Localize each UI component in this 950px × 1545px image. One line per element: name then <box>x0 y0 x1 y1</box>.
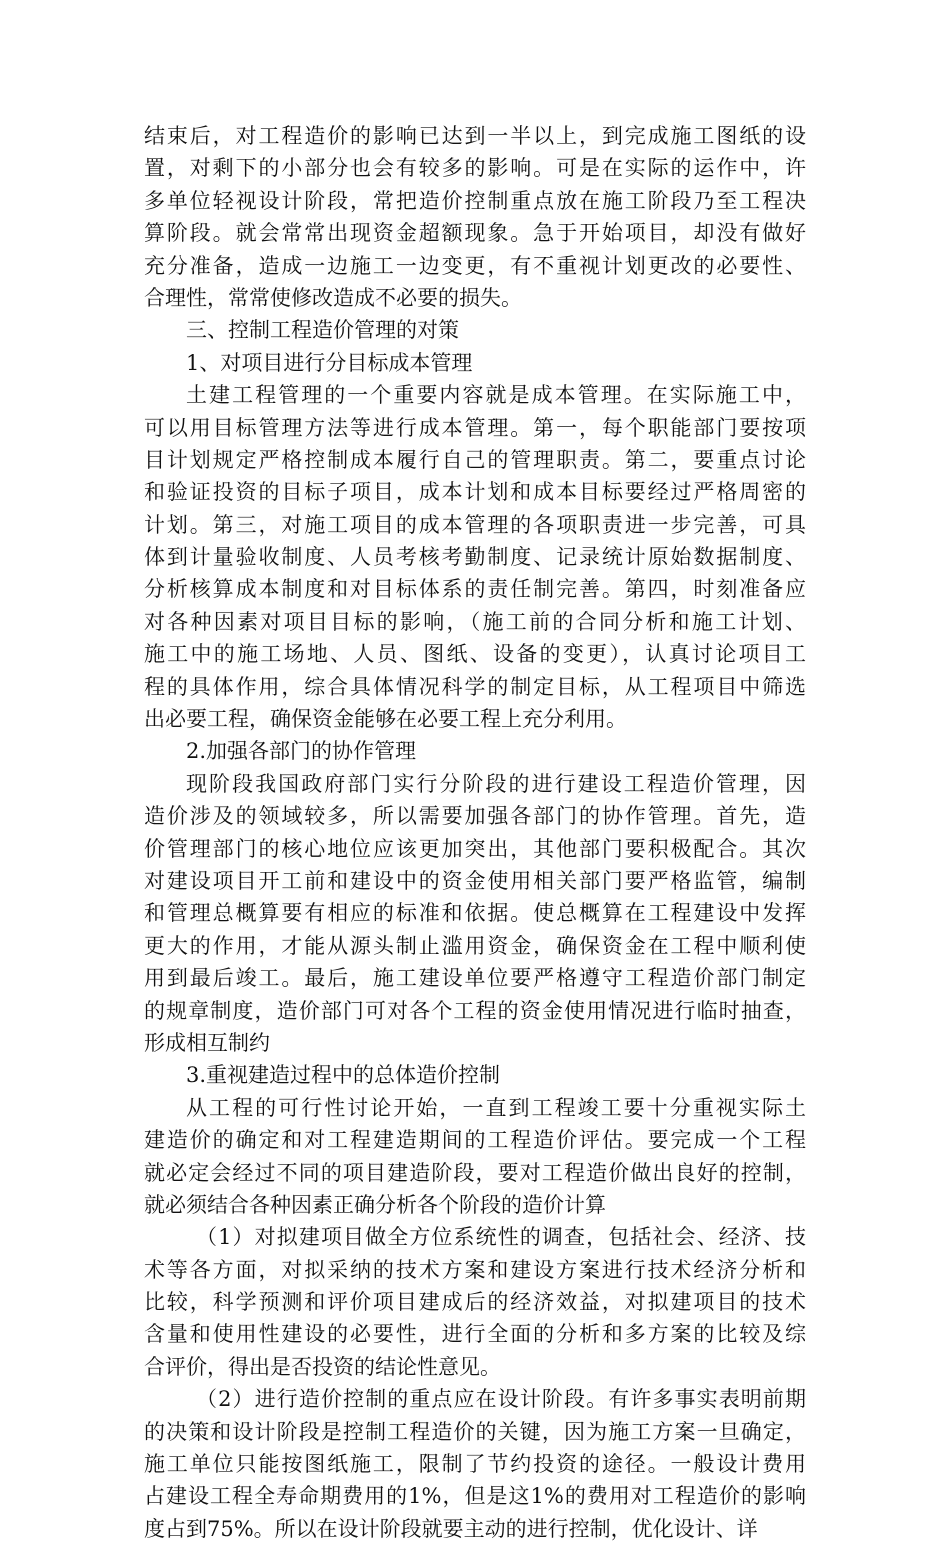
paragraph-item-1-line: 术等各方面，对拟采纳的技术方案和建设方案进行技术经济分析和 <box>144 1257 806 1282</box>
paragraph-item-2-line: 度占到75%。所以在设计阶段就要主动的进行控制，优化设计、详 <box>144 1516 758 1541</box>
subheading-1-line: 1、对项目进行分目标成本管理 <box>186 350 473 375</box>
paragraph-cost-management-line: 程的具体作用，综合具体情况科学的制定目标，从工程项目中筛选 <box>144 674 806 699</box>
subheading-1 <box>144 347 806 379</box>
paragraph-cooperation-line: 造价涉及的领域较多，所以需要加强各部门的协作管理。首先，造 <box>144 804 806 829</box>
paragraph-cooperation-line: 用到最后竣工。最后，施工建设单位要严格遵守工程造价部门制定 <box>144 966 806 991</box>
document-page <box>144 120 806 1545</box>
paragraph-overall-control-line: 就必须结合各种因素正确分析各个阶段的造价计算 <box>144 1192 606 1217</box>
paragraph-cost-management-line: 可以用目标管理方法等进行成本管理。第一，每个职能部门要按项 <box>144 415 806 440</box>
paragraph-cost-management-line: 施工中的施工场地、人员、图纸、设备的变更），认真讨论项目工 <box>144 642 806 667</box>
paragraph-cost-management-line: 体到计量验收制度、人员考核考勤制度、记录统计原始数据制度、 <box>144 545 806 570</box>
paragraph-item-1-line: 比较，科学预测和评价项目建成后的经济效益，对拟建项目的技术 <box>144 1290 806 1315</box>
paragraph-item-2-line: 施工单位只能按图纸施工，限制了节约投资的途径。一般设计费用 <box>144 1452 806 1477</box>
intro-paragraph-line: 合理性，常常使修改造成不必要的损失。 <box>144 285 522 310</box>
paragraph-cooperation <box>144 768 806 1060</box>
paragraph-item-1 <box>144 1221 806 1383</box>
subheading-3-line: 3.重视建造过程中的总体造价控制 <box>186 1063 501 1088</box>
paragraph-cooperation-line: 价管理部门的核心地位应该更加突出，其他部门要积极配合。其次 <box>144 836 806 861</box>
paragraph-cost-management-line: 土建工程管理的一个重要内容就是成本管理。在实际施工中， <box>186 383 806 408</box>
paragraph-cost-management-line: 目计划规定严格控制成本履行自己的管理职责。第二，要重点讨论 <box>144 447 806 472</box>
paragraph-item-1-line: （1）对拟建项目做全方位系统性的调查，包括社会、经济、技 <box>196 1225 806 1250</box>
intro-paragraph-line: 结束后，对工程造价的影响已达到一半以上，到完成施工图纸的设 <box>144 124 806 148</box>
paragraph-cooperation-line: 现阶段我国政府部门实行分阶段的进行建设工程造价管理，因 <box>186 771 806 796</box>
paragraph-cooperation-line: 的规章制度，造价部门可对各个工程的资金使用情况进行临时抽查， <box>144 998 806 1023</box>
paragraph-cooperation-line: 形成相互制约 <box>144 1030 270 1055</box>
paragraph-item-2-line: （2）进行造价控制的重点应在设计阶段。有许多事实表明前期 <box>196 1387 806 1412</box>
section-heading-3-line: 三、控制工程造价管理的对策 <box>186 318 459 343</box>
intro-paragraph-line: 多单位轻视设计阶段，常把造价控制重点放在施工阶段乃至工程决 <box>144 188 806 213</box>
paragraph-cost-management-line: 分析核算成本制度和对目标体系的责任制完善。第四，时刻准备应 <box>144 577 806 602</box>
paragraph-overall-control-line: 建造价的确定和对工程建造期间的工程造价评估。要完成一个工程 <box>144 1128 806 1153</box>
section-heading-3 <box>144 314 806 346</box>
paragraph-item-1-line: 合评价，得出是否投资的结论性意见。 <box>144 1354 501 1379</box>
paragraph-cost-management-line: 出必要工程，确保资金能够在必要工程上充分利用。 <box>144 707 627 732</box>
paragraph-item-2 <box>144 1383 806 1545</box>
intro-paragraph-line: 置，对剩下的小部分也会有较多的影响。可是在实际的运作中，许 <box>144 156 806 181</box>
paragraph-item-2-line: 的决策和设计阶段是控制工程造价的关键，因为施工方案一旦确定， <box>144 1419 806 1444</box>
subheading-2 <box>144 735 806 767</box>
paragraph-cost-management-line: 和验证投资的目标子项目，成本计划和成本目标要经过严格周密的 <box>144 480 806 505</box>
intro-paragraph <box>144 120 806 314</box>
paragraph-overall-control-line: 就必定会经过不同的项目建造阶段，要对工程造价做出良好的控制， <box>144 1160 806 1185</box>
paragraph-cost-management <box>144 379 806 735</box>
subheading-2-line: 2.加强各部门的协作管理 <box>186 739 417 764</box>
paragraph-cost-management-line: 对各种因素对项目目标的影响，（施工前的合同分析和施工计划、 <box>144 609 806 634</box>
intro-paragraph-line: 充分准备，造成一边施工一边变更，有不重视计划更改的必要性、 <box>144 253 806 278</box>
intro-paragraph-line: 算阶段。就会常常出现资金超额现象。急于开始项目，却没有做好 <box>144 221 806 246</box>
paragraph-overall-control <box>144 1092 806 1222</box>
paragraph-overall-control-line: 从工程的可行性讨论开始，一直到工程竣工要十分重视实际土 <box>186 1095 806 1120</box>
paragraph-cooperation-line: 更大的作用，才能从源头制止滥用资金，确保资金在工程中顺利使 <box>144 933 806 958</box>
paragraph-cooperation-line: 和管理总概算要有相应的标准和依据。使总概算在工程建设中发挥 <box>144 901 806 926</box>
paragraph-cooperation-line: 对建设项目开工前和建设中的资金使用相关部门要严格监管，编制 <box>144 868 806 893</box>
paragraph-cost-management-line: 计划。第三，对施工项目的成本管理的各项职责进一步完善，可具 <box>144 512 806 537</box>
subheading-3 <box>144 1059 806 1091</box>
paragraph-item-2-line: 占建设工程全寿命期费用的1%，但是这1%的费用对工程造价的影响 <box>144 1484 806 1509</box>
paragraph-item-1-line: 含量和使用性建设的必要性，进行全面的分析和多方案的比较及综 <box>144 1322 806 1347</box>
